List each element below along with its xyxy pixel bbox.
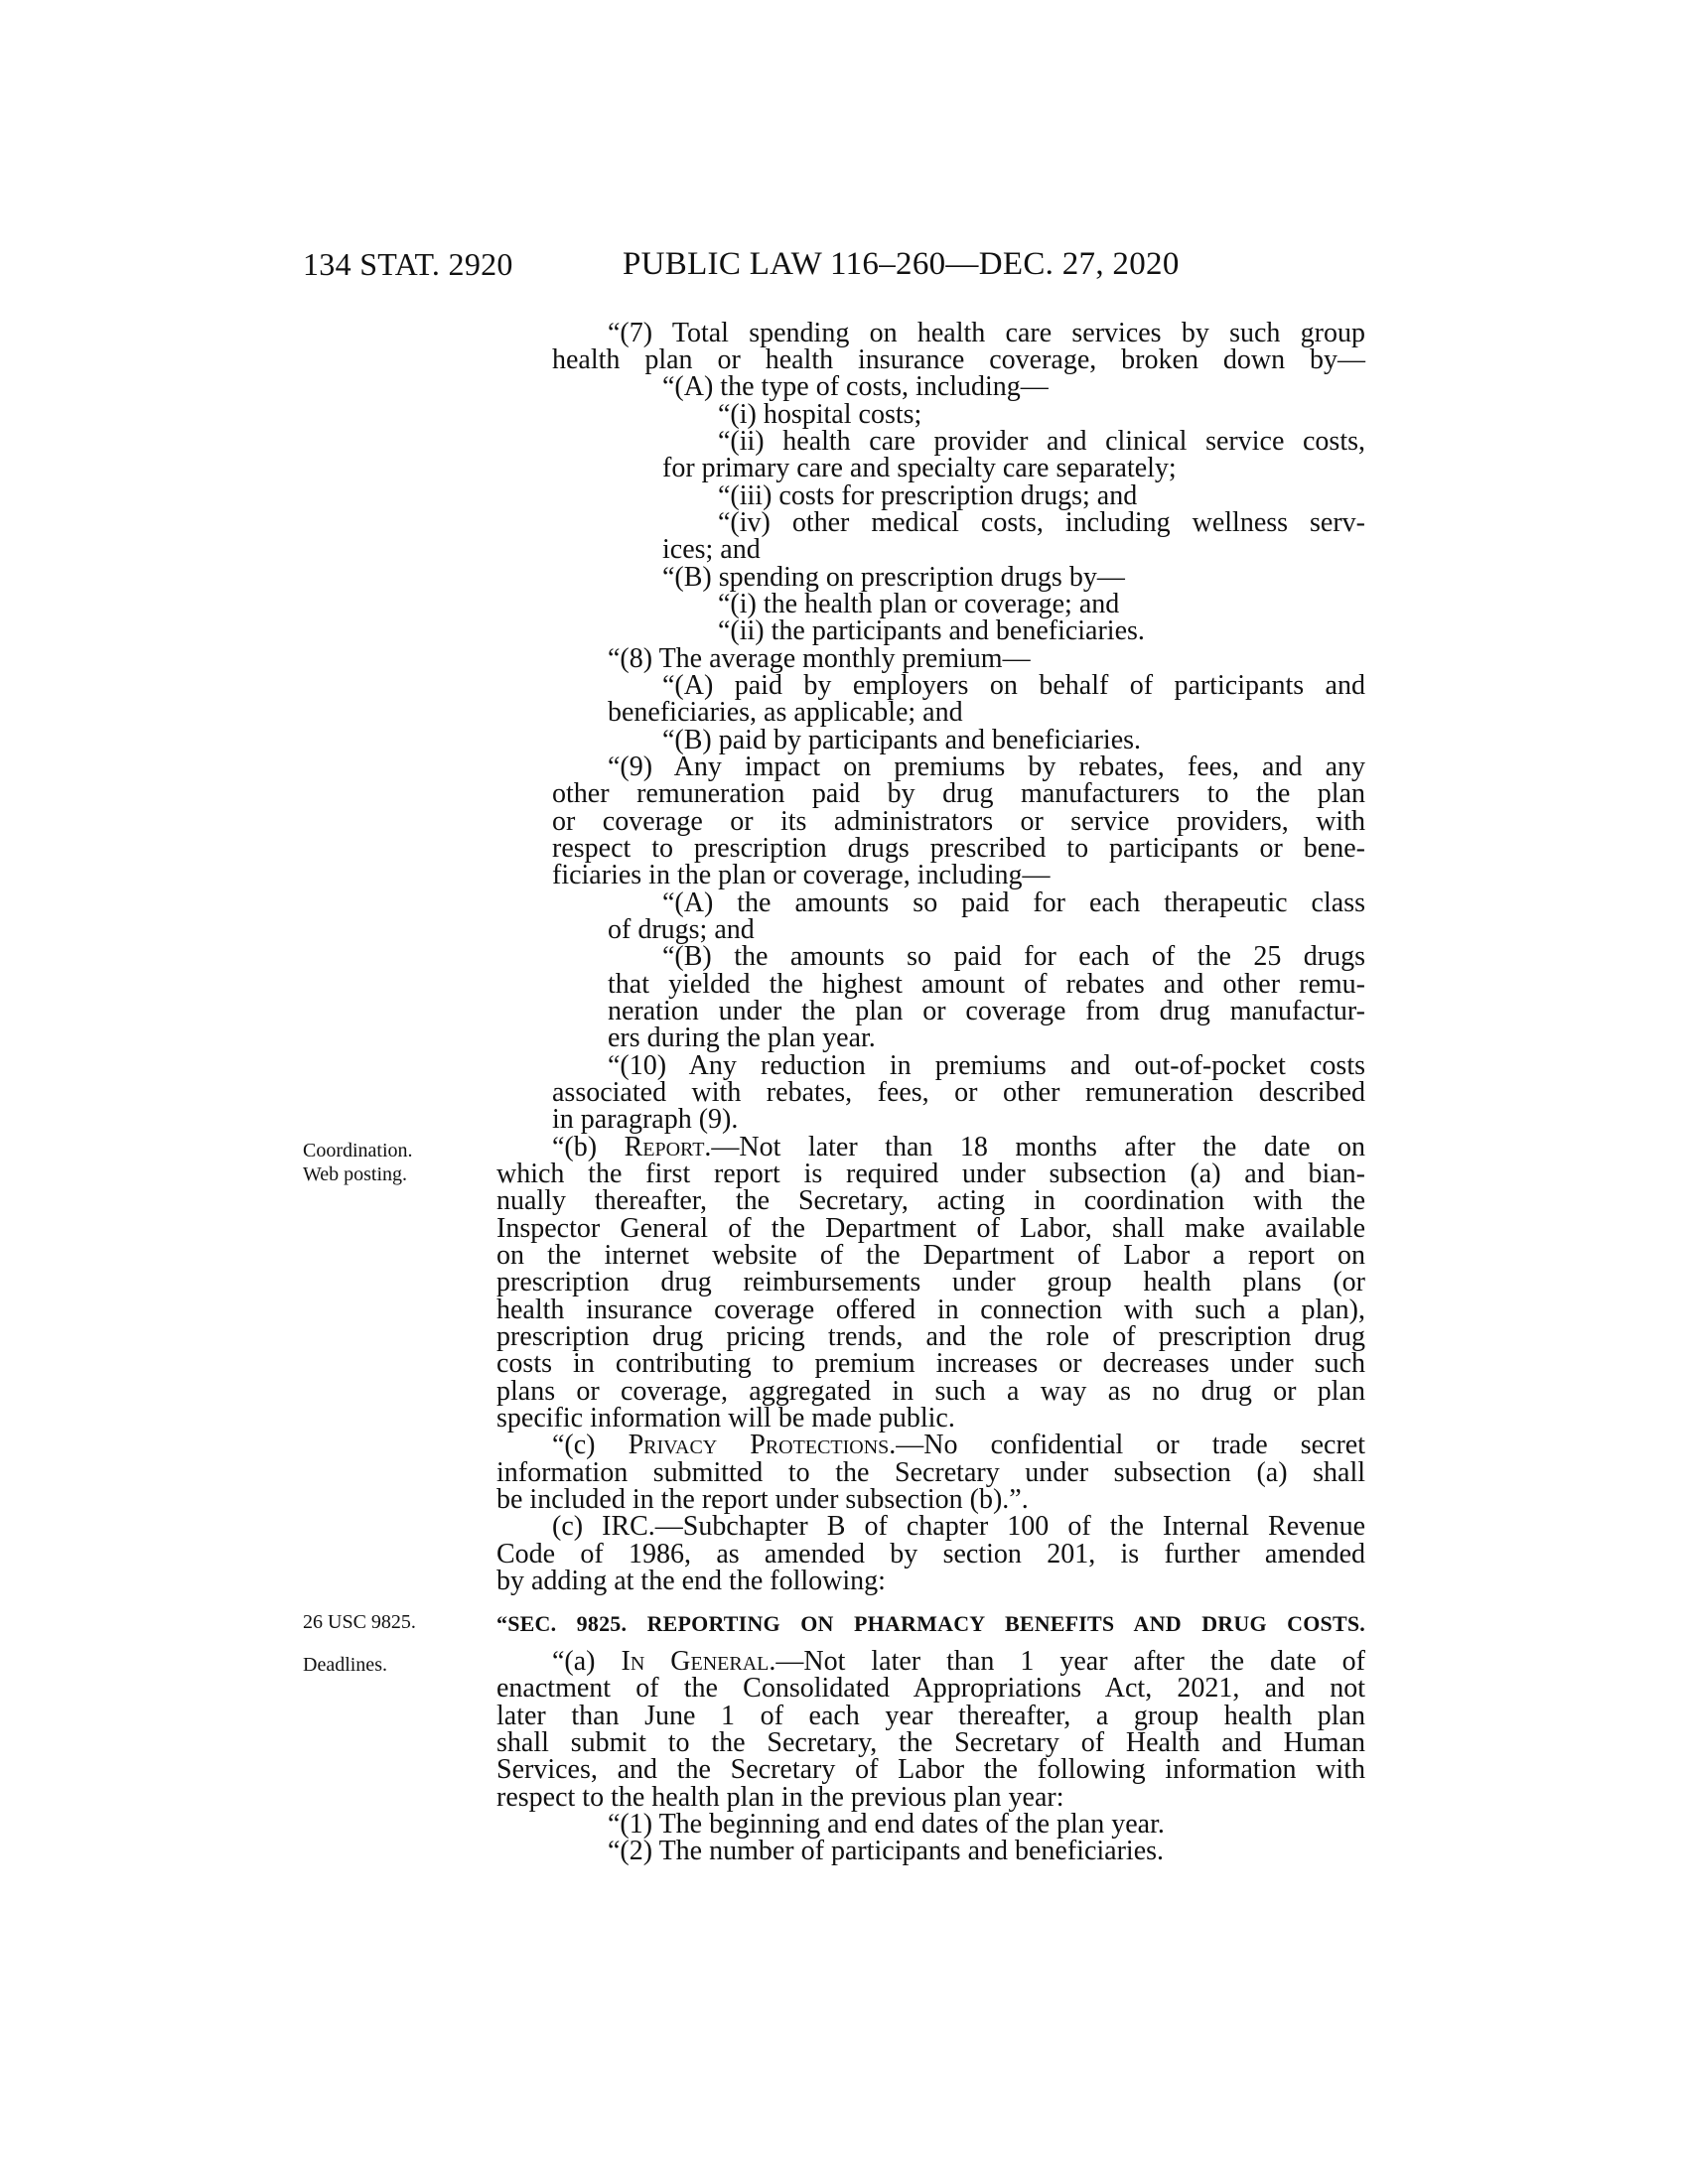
subsection-b-rest: .—Not later than 18 months after the date on xyxy=(704,1132,1366,1162)
subsection-a-heading: In General xyxy=(621,1646,770,1677)
text-line: health plan or health insurance coverage, broken down by— xyxy=(552,344,1365,375)
margin-note-usc: 26 USC 9825. xyxy=(303,1611,416,1633)
text-line: or coverage or its administrators or service providers, with xyxy=(552,806,1365,837)
text-line: information submitted to the Secretary under subsection (a) shall xyxy=(496,1457,1365,1488)
text-line: Inspector General of the Department of Labor, shall make available xyxy=(496,1213,1365,1244)
text-line: “(8) The average monthly premium— xyxy=(608,643,1031,674)
subsection-c-heading: Privacy Protections xyxy=(628,1430,890,1460)
margin-note-coordination: Coordination. xyxy=(303,1140,413,1161)
text-line: “(A) the amounts so paid for each therapeutic class xyxy=(662,887,1365,918)
subsection-c-rest: .—No confidential or trade secret xyxy=(889,1430,1365,1460)
text-line: in paragraph (9). xyxy=(552,1104,739,1135)
text-line: health insurance coverage offered in connection with such a plan), xyxy=(496,1295,1365,1325)
text-line: by adding at the end the following: xyxy=(496,1566,886,1596)
text-line: neration under the plan or coverage from drug manufactur- xyxy=(608,996,1365,1026)
text-line: later than June 1 of each year thereafter, a group health plan xyxy=(496,1701,1365,1731)
text-line: “(B) the amounts so paid for each of the 25 drugs xyxy=(662,941,1365,972)
text-line: respect to the health plan in the previous plan year: xyxy=(496,1782,1064,1813)
text-line: “(i) the health plan or coverage; and xyxy=(718,589,1120,619)
text-line: for primary care and specialty care separately; xyxy=(662,453,1177,483)
section-heading: “SEC. 9825. REPORTING ON PHARMACY BENEFITS AND DRUG COSTS. xyxy=(496,1611,1365,1636)
text-line: “(9) Any impact on premiums by rebates, fees, and any xyxy=(608,751,1365,782)
text-line: ficiaries in the plan or coverage, including— xyxy=(552,860,1051,890)
subsection-a-general xyxy=(552,1648,1365,1676)
text-line: ices; and xyxy=(662,534,761,565)
margin-note-web-posting: Web posting. xyxy=(303,1163,408,1185)
text-line: respect to prescription drugs prescribed to participants or bene- xyxy=(552,833,1365,864)
text-line: prescription drug reimbursements under group health plans (or xyxy=(496,1267,1365,1297)
text-line: “(10) Any reduction in premiums and out-of-pocket costs xyxy=(608,1050,1365,1081)
text-line: beneficiaries, as applicable; and xyxy=(608,697,963,728)
text-line: “(B) paid by participants and beneficiaries. xyxy=(662,725,1142,755)
text-line: which the first report is required under subsection (a) and bian- xyxy=(496,1159,1365,1189)
text-line: other remuneration paid by drug manufacturers to the plan xyxy=(552,778,1365,809)
subsection-b-report xyxy=(552,1134,1365,1161)
text-line: Services, and the Secretary of Labor the following information with xyxy=(496,1754,1365,1785)
text-line: “(i) hospital costs; xyxy=(718,399,922,430)
text-line: ers during the plan year. xyxy=(608,1023,876,1053)
page-header-stat: 134 STAT. 2920 xyxy=(303,246,513,282)
subsection-b-open: “(b) xyxy=(552,1132,625,1162)
subsection-c-open: “(c) xyxy=(552,1430,629,1460)
text-line: prescription drug pricing trends, and the role of prescription drug xyxy=(496,1321,1365,1352)
subsection-c-privacy xyxy=(552,1432,1365,1459)
text-line: “(iii) costs for prescription drugs; and xyxy=(718,480,1138,511)
margin-note-deadlines: Deadlines. xyxy=(303,1654,387,1676)
text-line: on the internet website of the Department of Labor a report on xyxy=(496,1240,1365,1271)
subsection-a-open: “(a) xyxy=(552,1646,622,1677)
text-line: “(ii) the participants and beneficiaries. xyxy=(718,615,1145,646)
text-line: costs in contributing to premium increases or decreases under such xyxy=(496,1348,1365,1379)
text-line: be included in the report under subsection (b).”. xyxy=(496,1484,1029,1515)
text-line: plans or coverage, aggregated in such a way as no drug or plan xyxy=(496,1376,1365,1407)
text-line: “(1) The beginning and end dates of the plan year. xyxy=(608,1809,1165,1840)
text-line: “(A) paid by employers on behalf of participants and xyxy=(662,670,1365,701)
page-header-title: PUBLIC LAW 116–260—DEC. 27, 2020 xyxy=(623,246,1180,282)
text-line: “(ii) health care provider and clinical service costs, xyxy=(718,426,1365,457)
subsection-b-heading: Report xyxy=(624,1132,705,1162)
text-line: (c) IRC.—Subchapter B of chapter 100 of the Internal Revenue xyxy=(552,1511,1365,1542)
text-line: that yielded the highest amount of rebates and other remu- xyxy=(608,969,1365,1000)
text-line: “(iv) other medical costs, including wellness serv- xyxy=(718,507,1365,538)
text-line: “(B) spending on prescription drugs by— xyxy=(662,562,1125,593)
text-line: Code of 1986, as amended by section 201, is further amended xyxy=(496,1539,1365,1570)
text-line: nually thereafter, the Secretary, acting in coordination with the xyxy=(496,1185,1365,1216)
text-line: “(A) the type of costs, including— xyxy=(662,371,1049,402)
text-line: shall submit to the Secretary, the Secretary of Health and Human xyxy=(496,1727,1365,1758)
text-line: specific information will be made public. xyxy=(496,1403,955,1433)
text-line: “(2) The number of participants and beneficiaries. xyxy=(608,1836,1165,1866)
text-line: “(7) Total spending on health care services by such group xyxy=(608,318,1365,348)
text-line: of drugs; and xyxy=(608,914,755,945)
text-line: associated with rebates, fees, or other remuneration described xyxy=(552,1077,1365,1108)
subsection-a-rest: .—Not later than 1 year after the date of xyxy=(769,1646,1365,1677)
text-line: enactment of the Consolidated Appropriations Act, 2021, and not xyxy=(496,1673,1365,1704)
